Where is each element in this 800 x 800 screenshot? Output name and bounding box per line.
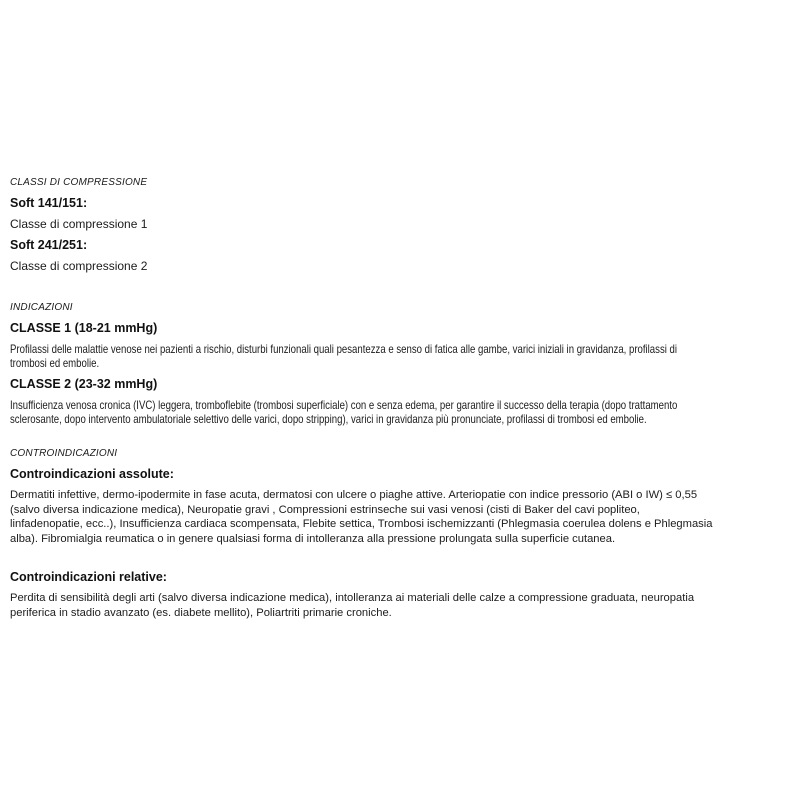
class1-heading: CLASSE 1 (18-21 mmHg) <box>10 321 158 335</box>
absolute-contraindications-text: Dermatiti infettive, dermo-ipodermite in fase acuta, dermatosi con ulcere o piaghe attive. Arteriopatie con indice pressorio (ABI o IW) ≤ 0,55 (salvo diversa indicazione medica), Neuropatie gravi , Compressioni estrinseche sui vasi venosi (cisti di Baker del cavi popliteo, linfadenopatie, ecc..), Insufficienza cardiaca scompensata, Flebite settica, Trombosi ischemizzanti (Phlegmasia coerulea dolens e Phlegmasia alba). Fibromialgia reumatica o in genere qualsiasi forma di intolleranza alla pressione prolungata sulla superficie cutanea. <box>10 489 713 545</box>
soft-141-151-label: Soft 141/151: <box>10 196 88 210</box>
soft-241-251-value: Classe di compressione 2 <box>10 259 148 273</box>
class2-description: Insufficienza venosa cronica (IVC) leggera, tromboflebite (trombosi superficiale) con e senza edema, per garantire il successo della terapia (dopo trattamento sclerosante, dopo intervento ambulatoriale selettivo delle varici, dopo stripping), varici in gravidanza più pronunciate, profilassi di trombosi ed embolie. <box>10 398 678 426</box>
section-title-compression-classes: CLASSI DI COMPRESSIONE <box>10 177 148 188</box>
section-indications <box>10 300 790 426</box>
section-title-indications: INDICAZIONI <box>10 302 73 313</box>
class2-heading: CLASSE 2 (23-32 mmHg) <box>10 377 158 391</box>
class1-description: Profilassi delle malattie venose nei pazienti a rischio, disturbi funzionali quali pesantezza e senso di fatica alle gambe, varici iniziali in gravidanza, profilassi di trombosi ed embolie. <box>10 342 678 370</box>
section-title-contraindications: CONTROINDICAZIONI <box>10 448 118 459</box>
absolute-contraindications-heading: Controindicazioni assolute: <box>10 467 174 481</box>
soft-141-151-value: Classe di compressione 1 <box>10 217 148 231</box>
soft-241-251-label: Soft 241/251: <box>10 238 88 252</box>
relative-contraindications-text: Perdita di sensibilità degli arti (salvo diversa indicazione medica), intolleranza ai materiali delle calze a compressione graduata, neuropatia periferica in stadio avanzato (es. diabete mellito), Poliartriti primarie croniche. <box>10 592 695 619</box>
section-contraindications <box>10 446 790 620</box>
relative-contraindications-heading: Controindicazioni relative: <box>10 570 167 584</box>
section-compression-classes <box>10 175 790 274</box>
